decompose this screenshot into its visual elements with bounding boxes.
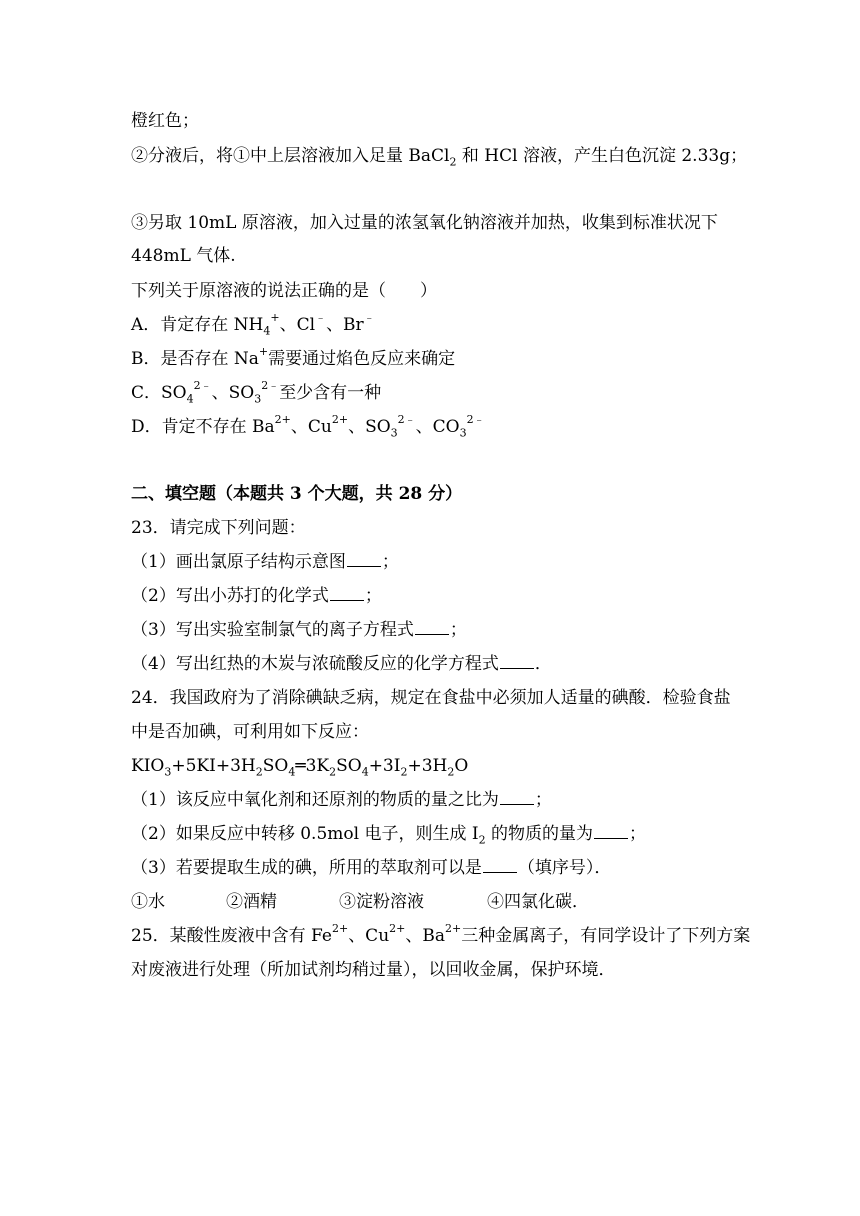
choice-list (131, 891, 589, 913)
q23-part2: （2）写出小苏打的化学式 ； (131, 586, 382, 606)
option-d: D．肯定不存在 $Ba^{2+}$、$Cu^{2+}$、$SO_3^{2﹣}$、$CO_3^{2﹣}$ (131, 413, 485, 440)
option-c: C．$SO_4^{2﹣}$、$SO_3^{2﹣}$至少含有一种 (131, 379, 382, 406)
answer-blank[interactable] (330, 586, 364, 601)
answer-blank[interactable] (483, 858, 517, 873)
choice-1: ①水 (131, 892, 165, 912)
text-line: 对废液进行处理（所加试剂均稍过量），以回收金属，保护环境． (131, 960, 616, 980)
text-line: 橙红色； (131, 111, 199, 131)
q23-part4: （4）写出红热的木炭与浓硫酸反应的化学方程式 ． (131, 654, 552, 674)
question-23: 23．请完成下列问题： (131, 518, 306, 538)
answer-blank[interactable] (500, 790, 534, 805)
answer-blank[interactable] (500, 654, 534, 669)
section-heading: 二、填空题（本题共 3 个大题，共 28 分） (131, 484, 463, 504)
q24-part3: （3）若要提取生成的碘，所用的萃取剂可以是 （填序号）． (131, 858, 612, 878)
q24-part2: （2）如果反应中转移 0.5mol 电子，则生成 $I_2$ 的物质的量为 ； (131, 824, 646, 847)
q23-part1: （1）画出氯原子结构示意图 ； (131, 552, 399, 572)
choice-2: ②酒精 (226, 892, 277, 912)
text-line: 448mL 气体. (131, 246, 236, 266)
text-line: ③另取 10mL 原溶液，加入过量的浓氢氧化钠溶液并加热，收集到标准状况下 (131, 213, 718, 233)
choice-3: ③淀粉溶液 (339, 892, 424, 912)
answer-blank[interactable] (415, 620, 449, 635)
answer-blank[interactable] (347, 552, 381, 567)
question-24: 24．我国政府为了消除碘缺乏病，规定在食盐中必须加人适量的碘酸．检验食盐 (131, 688, 731, 708)
q24-part1: （1）该反应中氧化剂和还原剂的物质的量之比为 ； (131, 790, 552, 810)
option-b: B．是否存在 Na+需要通过焰色反应来确定 (131, 345, 456, 369)
question-stem: 下列关于原溶液的说法正确的是（ ） (131, 281, 437, 301)
text-line: ②分液后，将①中上层溶液加入足量 BaCl$_2$ 和 HCl 溶液，产生白色沉淀 2.33g； (131, 146, 748, 169)
chemical-equation: $KIO_3+5KI+3H_2SO_4═3K_2SO_4+3I_2+3H_2O$ (131, 756, 469, 779)
q23-part3: （3）写出实验室制氯气的离子方程式 ； (131, 620, 467, 640)
answer-blank[interactable] (594, 824, 628, 839)
choice-4: ④四氯化碳． (487, 892, 589, 912)
question-25: 25．某酸性废液中含有 $Fe^{2+}$、$Cu^{2+}$、$Ba^{2+}$三种金属离子，有同学设计了下列方案 (131, 922, 751, 946)
option-a: A．肯定存在 $NH_4^+$、Cl﹣、Br﹣ (131, 311, 375, 338)
text-line: 中是否加碘，可利用如下反应： (131, 722, 369, 742)
